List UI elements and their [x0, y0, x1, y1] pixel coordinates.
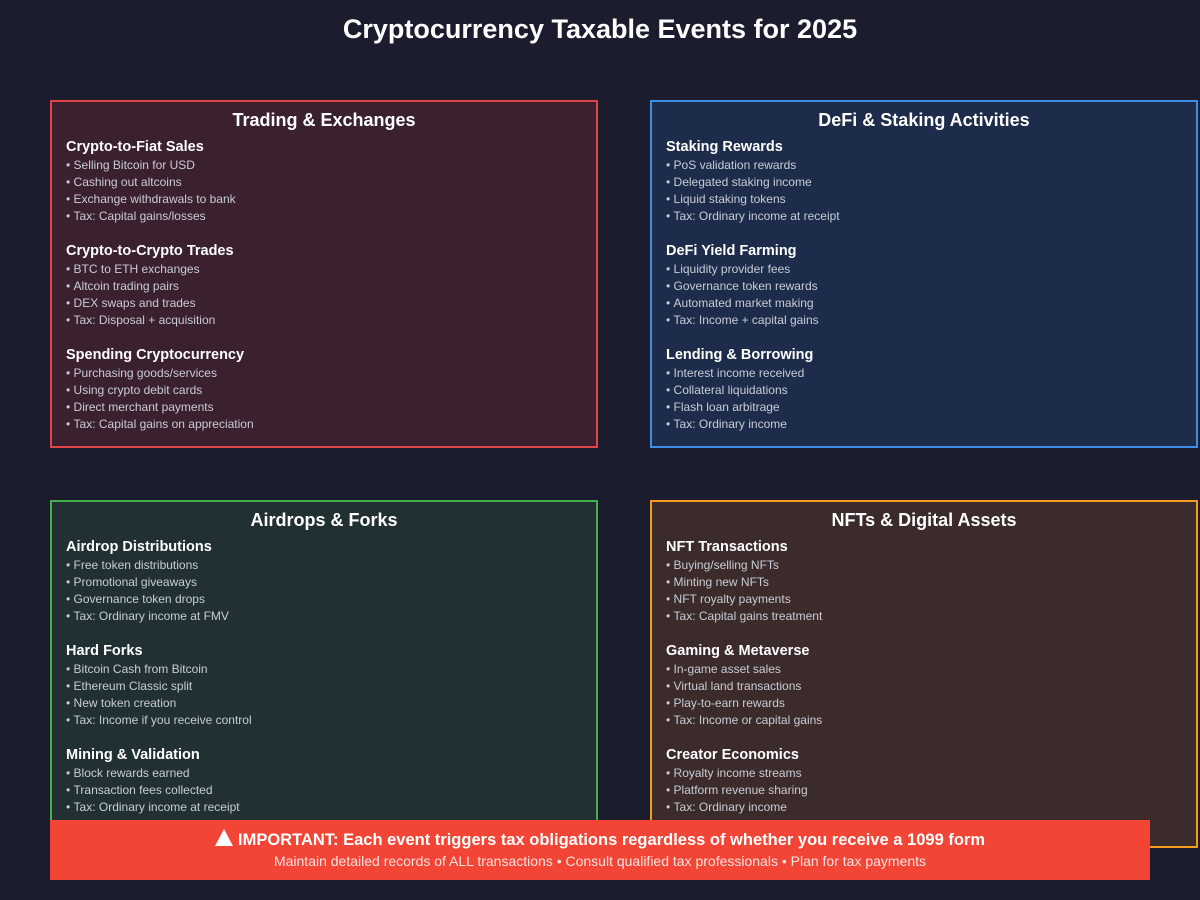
bullet-item: • Liquidity provider fees	[666, 261, 1196, 278]
bullet-item: • Promotional giveaways	[66, 574, 596, 591]
bullet-item: • Tax: Ordinary income at receipt	[66, 799, 596, 816]
bullet-list	[66, 157, 596, 225]
bullet-list	[66, 661, 596, 729]
banner-main-text: IMPORTANT: Each event triggers tax obligations regardless of whether you receive a 1099 form	[238, 831, 985, 849]
bullet-item: • Virtual land transactions	[666, 678, 1196, 695]
bullet-item: • New token creation	[66, 695, 596, 712]
bullet-item: • Ethereum Classic split	[66, 678, 596, 695]
panel-section	[66, 138, 596, 225]
bullet-item: • Platform revenue sharing	[666, 782, 1196, 799]
bullet-item: • Transaction fees collected	[66, 782, 596, 799]
panel-section	[66, 642, 596, 729]
bullet-item: • Tax: Income if you receive control	[66, 712, 596, 729]
section-title: Staking Rewards	[666, 139, 783, 155]
bullet-item: • Governance token rewards	[666, 278, 1196, 295]
bullet-item: • In-game asset sales	[666, 661, 1196, 678]
bullet-item: • BTC to ETH exchanges	[66, 261, 596, 278]
bullet-item: • Tax: Ordinary income	[666, 799, 1196, 816]
bullet-item: • Interest income received	[666, 365, 1196, 382]
panel-section	[666, 138, 1196, 225]
bullet-list	[66, 261, 596, 329]
panel-section	[66, 538, 596, 625]
bullet-list	[666, 661, 1196, 729]
panel-title: NFTs & Digital Assets	[831, 510, 1017, 530]
section-title: DeFi Yield Farming	[666, 243, 797, 259]
section-title: Crypto-to-Fiat Sales	[66, 139, 204, 155]
panel-title: DeFi & Staking Activities	[818, 110, 1030, 130]
bullet-item: • Minting new NFTs	[666, 574, 1196, 591]
bullet-item: • Delegated staking income	[666, 174, 1196, 191]
bullet-item: • Free token distributions	[66, 557, 596, 574]
bullet-item: • Tax: Disposal + acquisition	[66, 312, 596, 329]
bullet-item: • Tax: Ordinary income at FMV	[66, 608, 596, 625]
bullet-item: • Play-to-earn rewards	[666, 695, 1196, 712]
section-title: Airdrop Distributions	[66, 539, 212, 555]
bullet-item: • PoS validation rewards	[666, 157, 1196, 174]
page-title: Cryptocurrency Taxable Events for 2025	[342, 14, 858, 44]
bullet-item: • Using crypto debit cards	[66, 382, 596, 399]
bullet-item: • Purchasing goods/services	[66, 365, 596, 382]
bullet-item: • Buying/selling NFTs	[666, 557, 1196, 574]
bullet-item: • Exchange withdrawals to bank	[66, 191, 596, 208]
section-title: Gaming & Metaverse	[666, 643, 810, 659]
section-title: Lending & Borrowing	[666, 347, 814, 363]
banner-sub-text: Maintain detailed records of ALL transactions • Consult qualified tax professionals • Plan for tax payments	[273, 853, 927, 869]
bullet-list	[666, 157, 1196, 225]
important-banner	[50, 820, 1150, 880]
bullet-list	[666, 557, 1196, 625]
section-title: NFT Transactions	[666, 539, 788, 555]
panel-section	[666, 242, 1196, 329]
bullet-list	[666, 261, 1196, 329]
panel-section	[66, 242, 596, 329]
bullet-item: • Tax: Capital gains treatment	[666, 608, 1196, 625]
bullet-item: • NFT royalty payments	[666, 591, 1196, 608]
bullet-list	[66, 557, 596, 625]
bullet-item: • Bitcoin Cash from Bitcoin	[66, 661, 596, 678]
panel-section	[666, 538, 1196, 625]
bullet-item: • Tax: Capital gains/losses	[66, 208, 596, 225]
section-title: Creator Economics	[666, 747, 799, 763]
bullet-item: • Tax: Income or capital gains	[666, 712, 1196, 729]
bullet-item: • Tax: Income + capital gains	[666, 312, 1196, 329]
bullet-item: • Block rewards earned	[66, 765, 596, 782]
bullet-item: • Direct merchant payments	[66, 399, 596, 416]
bullet-item: • Tax: Ordinary income	[666, 416, 1196, 433]
panel-trading-exchanges	[50, 100, 598, 448]
bullet-item: • Tax: Capital gains on appreciation	[66, 416, 596, 433]
panel-nfts-digital-assets	[650, 500, 1198, 848]
panel-section	[66, 746, 596, 816]
section-title: Hard Forks	[66, 643, 143, 659]
panel-title: Trading & Exchanges	[232, 110, 416, 130]
panel-section	[66, 346, 596, 433]
section-title: Mining & Validation	[66, 747, 200, 763]
bullet-list	[666, 365, 1196, 433]
bullet-item: • Royalty income streams	[666, 765, 1196, 782]
section-title: Spending Cryptocurrency	[66, 347, 245, 363]
panel-section	[666, 346, 1196, 433]
bullet-item: • Selling Bitcoin for USD	[66, 157, 596, 174]
bullet-item: • Governance token drops	[66, 591, 596, 608]
bullet-item: • Automated market making	[666, 295, 1196, 312]
panel-section	[666, 642, 1196, 729]
panel-title: Airdrops & Forks	[250, 510, 398, 530]
bullet-item: • Flash loan arbitrage	[666, 399, 1196, 416]
bullet-list	[66, 365, 596, 433]
banner-main	[50, 829, 1150, 851]
bullet-list	[66, 765, 596, 816]
panel-defi-staking	[650, 100, 1198, 448]
panel-section	[666, 746, 1196, 816]
warning-icon	[215, 829, 233, 846]
bullet-item: • Cashing out altcoins	[66, 174, 596, 191]
bullet-item: • Collateral liquidations	[666, 382, 1196, 399]
panel-airdrops-forks	[50, 500, 598, 848]
bullet-item: • Tax: Ordinary income at receipt	[666, 208, 1196, 225]
bullet-item: • DEX swaps and trades	[66, 295, 596, 312]
bullet-list	[666, 765, 1196, 816]
bullet-item: • Liquid staking tokens	[666, 191, 1196, 208]
section-title: Crypto-to-Crypto Trades	[66, 243, 234, 259]
bullet-item: • Altcoin trading pairs	[66, 278, 596, 295]
